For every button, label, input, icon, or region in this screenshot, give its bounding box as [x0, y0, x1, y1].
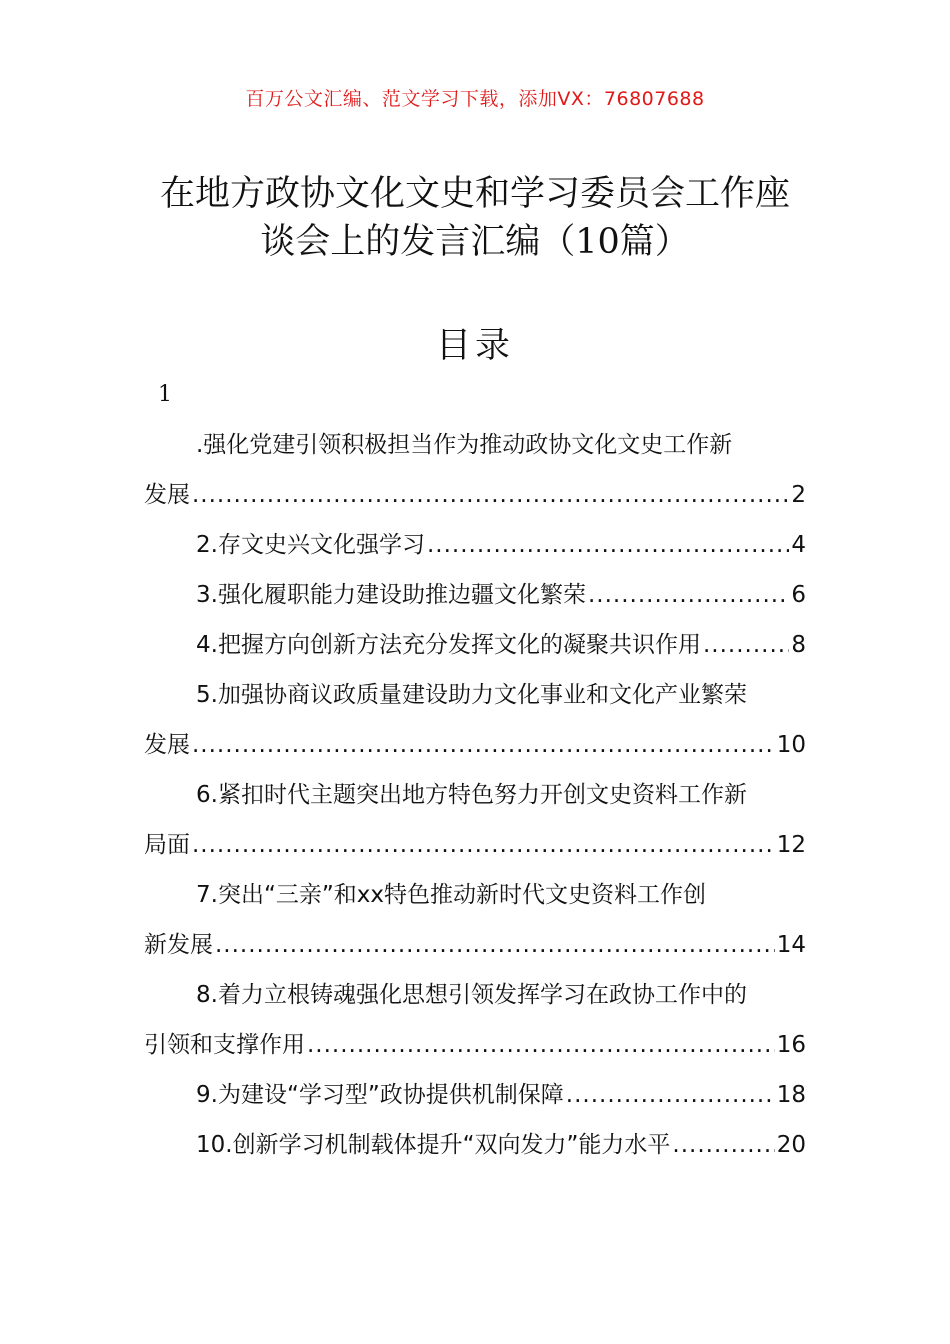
toc-page-number: 4	[791, 532, 806, 558]
document-title	[120, 170, 830, 266]
dot-leader	[588, 570, 789, 620]
header-note: 百万公文汇编、范文学习下载，添加VX：76807688	[245, 88, 705, 110]
toc-page-number: 18	[776, 1082, 806, 1108]
toc-entry-text-cont: 引领和支撑作用	[144, 1032, 305, 1058]
toc-entry-text-cont: 新发展	[144, 932, 213, 958]
toc-entry-text: 7.突出“三亲”和xx特色推动新时代文史资料工作创	[196, 882, 706, 908]
toc-entry-5[interactable]	[144, 670, 806, 770]
dot-leader	[672, 1120, 774, 1170]
toc-page-number: 2	[791, 482, 806, 508]
title-line-2	[120, 218, 830, 266]
title-line-2-suffix: 篇）	[619, 222, 690, 262]
toc-entry-3[interactable]	[144, 570, 806, 620]
toc-entry-text: 5.加强协商议政质量建设助力文化事业和文化产业繁荣	[196, 682, 747, 708]
dot-leader	[192, 470, 789, 520]
stray-number: 1	[158, 382, 172, 407]
title-line-2-prefix: 谈会上的发言汇编（	[260, 222, 576, 262]
toc-entry-6[interactable]	[144, 770, 806, 870]
dot-leader	[192, 820, 775, 870]
toc-page-number: 6	[791, 582, 806, 608]
toc-entry-10[interactable]	[144, 1120, 806, 1170]
toc-entry-text-cont: 局面	[144, 832, 190, 858]
toc-entry-text-cont: 发展	[144, 732, 190, 758]
toc-entry-text: 10.创新学习机制载体提升“双向发力”能力水平	[196, 1132, 671, 1158]
toc-page-number: 10	[776, 732, 806, 758]
toc-page-number: 16	[776, 1032, 806, 1058]
toc-entry-text: .强化党建引领积极担当作为推动政协文化文史工作新	[196, 432, 733, 458]
title-line-2-number: 10	[575, 222, 620, 262]
toc-entry-text: 4.把握方向创新方法充分发挥文化的凝聚共识作用	[196, 632, 701, 658]
toc-entry-8[interactable]	[144, 970, 806, 1070]
toc-entry-text: 6.紧扣时代主题突出地方特色努力开创文史资料工作新	[196, 782, 747, 808]
toc-page-number: 20	[776, 1132, 806, 1158]
dot-leader	[427, 520, 789, 570]
toc-entry-1[interactable]	[144, 420, 806, 520]
dot-leader	[192, 720, 775, 770]
toc-page-number: 12	[776, 832, 806, 858]
toc-entry-7[interactable]	[144, 870, 806, 970]
toc-heading: 目录	[435, 326, 514, 366]
dot-leader	[215, 920, 775, 970]
dot-leader	[566, 1070, 775, 1120]
toc-entry-text: 8.着力立根铸魂强化思想引领发挥学习在政协工作中的	[196, 982, 747, 1008]
toc-entry-text-cont: 发展	[144, 482, 190, 508]
title-line-1: 在地方政协文化文史和学习委员会工作座	[159, 174, 790, 214]
dot-leader	[307, 1020, 775, 1070]
toc-page-number: 14	[776, 932, 806, 958]
toc-entry-text: 9.为建设“学习型”政协提供机制保障	[196, 1082, 564, 1108]
toc-entry-9[interactable]	[144, 1070, 806, 1120]
toc-entry-2[interactable]	[144, 520, 806, 570]
dot-leader	[703, 620, 789, 670]
table-of-contents	[144, 420, 806, 1170]
toc-entry-4[interactable]	[144, 620, 806, 670]
toc-entry-text: 2.存文史兴文化强学习	[196, 532, 425, 558]
toc-page-number: 8	[791, 632, 806, 658]
toc-entry-text: 3.强化履职能力建设助推边疆文化繁荣	[196, 582, 586, 608]
